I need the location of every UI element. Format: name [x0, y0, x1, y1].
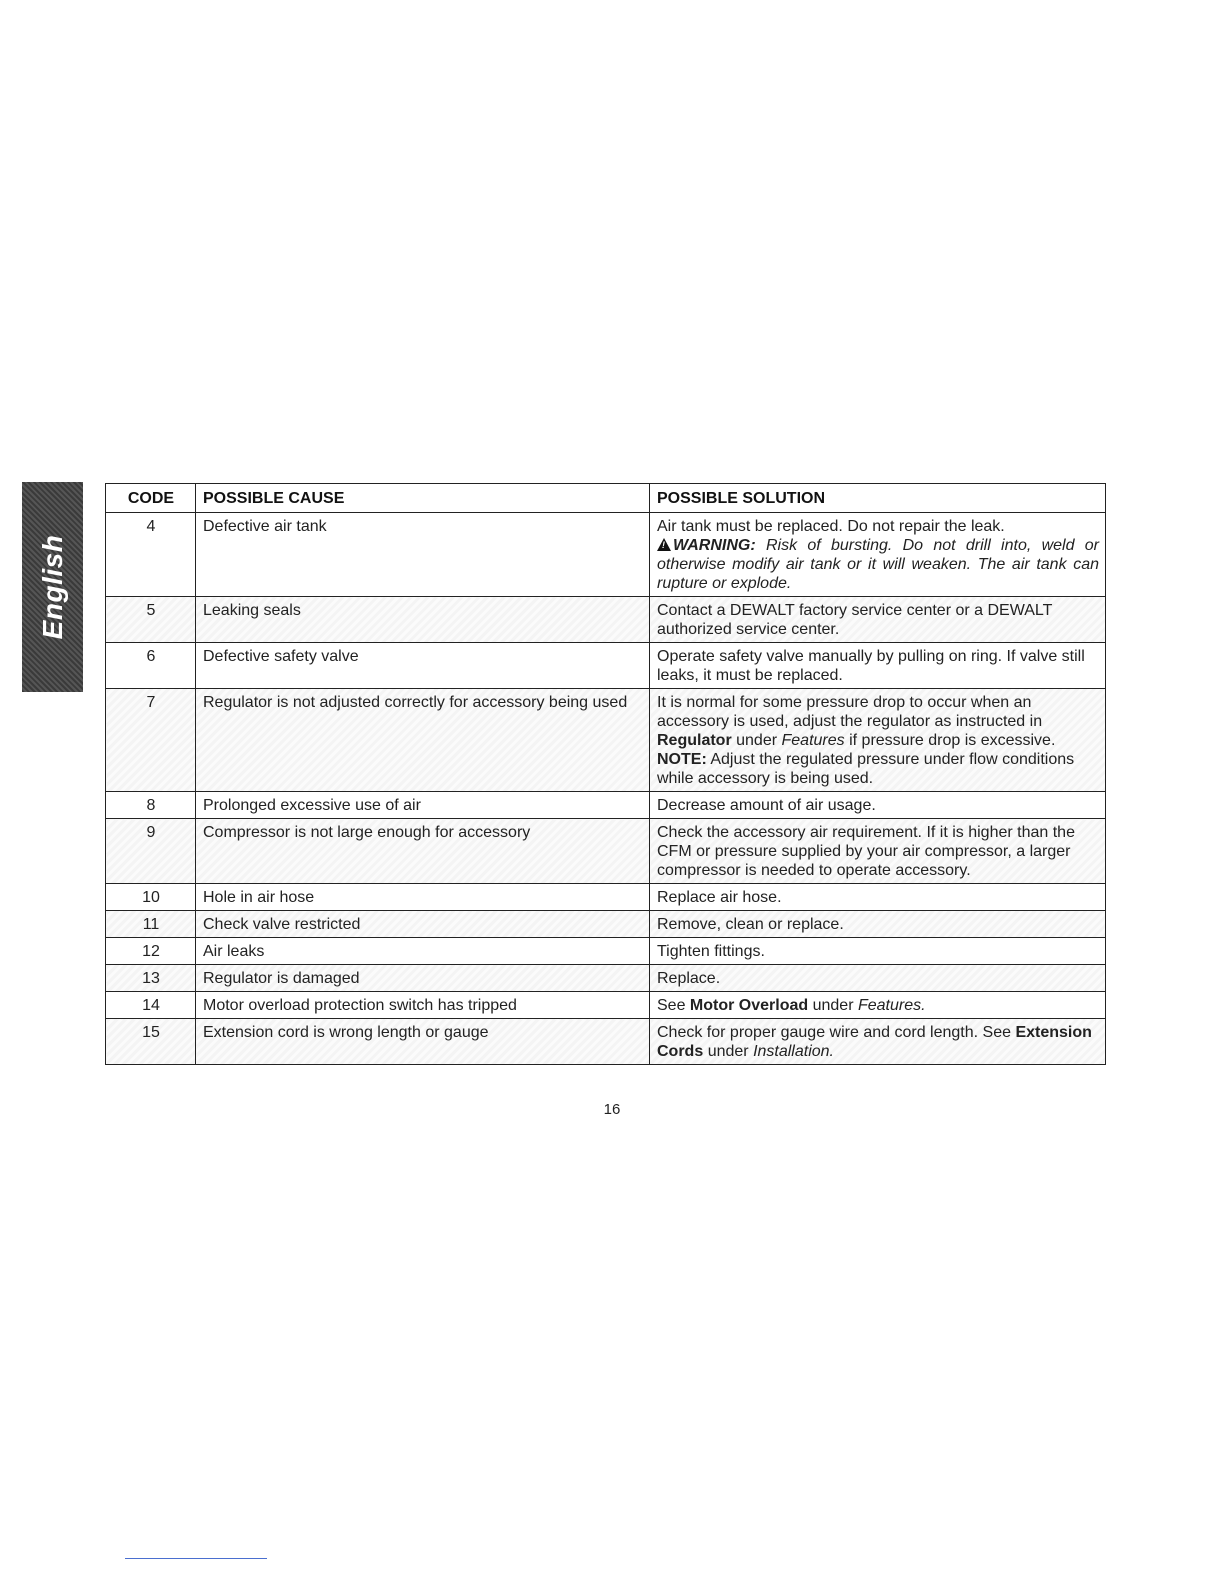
table-row — [106, 819, 1106, 884]
row-solution — [650, 513, 1106, 597]
row-code: 4 — [106, 513, 196, 597]
language-tab-label: English — [36, 534, 68, 640]
solution-italic-ref: Features. — [857, 997, 926, 1014]
row-cause: Defective air tank — [196, 513, 650, 597]
table-row — [106, 911, 1106, 938]
header-solution: POSSIBLE SOLUTION — [650, 484, 1106, 513]
row-code: 12 — [106, 938, 196, 965]
note-text: Adjust the regulated pressure under flow conditions while accessory is being used. — [657, 751, 1075, 787]
row-code: 15 — [106, 1019, 196, 1065]
note-label: NOTE: — [657, 751, 707, 768]
table-header-row — [106, 484, 1106, 513]
table-row — [106, 1019, 1106, 1065]
row-cause: Prolonged excessive use of air — [196, 792, 650, 819]
solution-bold-ref: Regulator — [657, 732, 732, 749]
row-cause: Check valve restricted — [196, 911, 650, 938]
row-solution: Operate safety valve manually by pulling on ring. If valve still leaks, it must be replaced. — [650, 643, 1106, 689]
table-row — [106, 513, 1106, 597]
row-code: 13 — [106, 965, 196, 992]
row-cause: Regulator is not adjusted correctly for accessory being used — [196, 689, 650, 792]
row-code: 8 — [106, 792, 196, 819]
solution-italic-ref: Features — [781, 732, 845, 749]
row-solution: Contact a DEWALT factory service center or a DEWALT authorized service center. — [650, 597, 1106, 643]
row-cause: Defective safety valve — [196, 643, 650, 689]
row-cause: Leaking seals — [196, 597, 650, 643]
troubleshooting-table — [105, 483, 1106, 1065]
header-code: CODE — [106, 484, 196, 513]
row-solution — [650, 1019, 1106, 1065]
row-cause: Regulator is damaged — [196, 965, 650, 992]
row-code: 10 — [106, 884, 196, 911]
solution-text: Air tank must be replaced. Do not repair the leak. — [657, 518, 1005, 535]
row-cause: Air leaks — [196, 938, 650, 965]
table-row — [106, 597, 1106, 643]
language-tab — [22, 482, 83, 692]
page-number: 16 — [603, 1101, 621, 1118]
footer-rule — [125, 1558, 267, 1559]
solution-text-part: under — [736, 732, 778, 749]
row-code: 11 — [106, 911, 196, 938]
table-row — [106, 792, 1106, 819]
row-code: 9 — [106, 819, 196, 884]
solution-text-part: Check for proper gauge wire and cord length. See — [657, 1024, 1011, 1041]
row-code: 6 — [106, 643, 196, 689]
solution-text-part: It is normal for some pressure drop to occur when an accessory is used, adjust the regulator as instructed in — [657, 694, 1043, 730]
solution-text-part: if pressure drop is excessive. — [849, 732, 1056, 749]
header-cause: POSSIBLE CAUSE — [196, 484, 650, 513]
row-solution: Replace air hose. — [650, 884, 1106, 911]
row-cause: Motor overload protection switch has tripped — [196, 992, 650, 1019]
note-block — [657, 750, 1099, 788]
row-solution — [650, 992, 1106, 1019]
table-row — [106, 643, 1106, 689]
row-solution — [650, 689, 1106, 792]
solution-text-part: See — [657, 997, 686, 1014]
table-row — [106, 884, 1106, 911]
row-solution: Replace. — [650, 965, 1106, 992]
solution-text-part: under — [707, 1043, 749, 1060]
row-solution: Remove, clean or replace. — [650, 911, 1106, 938]
row-code: 7 — [106, 689, 196, 792]
table-row — [106, 689, 1106, 792]
row-cause: Compressor is not large enough for accessory — [196, 819, 650, 884]
row-cause: Hole in air hose — [196, 884, 650, 911]
solution-text-part: under — [812, 997, 854, 1014]
table-row — [106, 938, 1106, 965]
row-code: 5 — [106, 597, 196, 643]
row-cause: Extension cord is wrong length or gauge — [196, 1019, 650, 1065]
solution-bold-ref: Motor Overload — [689, 997, 809, 1014]
solution-bold-ref: Extension Cords — [657, 1024, 1092, 1060]
solution-text — [657, 693, 1099, 750]
row-code: 14 — [106, 992, 196, 1019]
warning-text: Risk of bursting. Do not drill into, weld or otherwise modify air tank or it will weaken. The air tank can rupture or explode. — [657, 537, 1100, 592]
row-solution: Check the accessory air requirement. If it is higher than the CFM or pressure supplied by your air compressor, a larger compressor is needed to operate accessory. — [650, 819, 1106, 884]
table-row — [106, 965, 1106, 992]
table-row — [106, 992, 1106, 1019]
row-solution: Tighten fittings. — [650, 938, 1106, 965]
solution-italic-ref: Installation. — [753, 1043, 834, 1060]
warning-triangle-icon — [657, 538, 671, 551]
warning-label: WARNING: — [673, 537, 756, 554]
row-solution: Decrease amount of air usage. — [650, 792, 1106, 819]
warning-block — [657, 536, 1099, 593]
